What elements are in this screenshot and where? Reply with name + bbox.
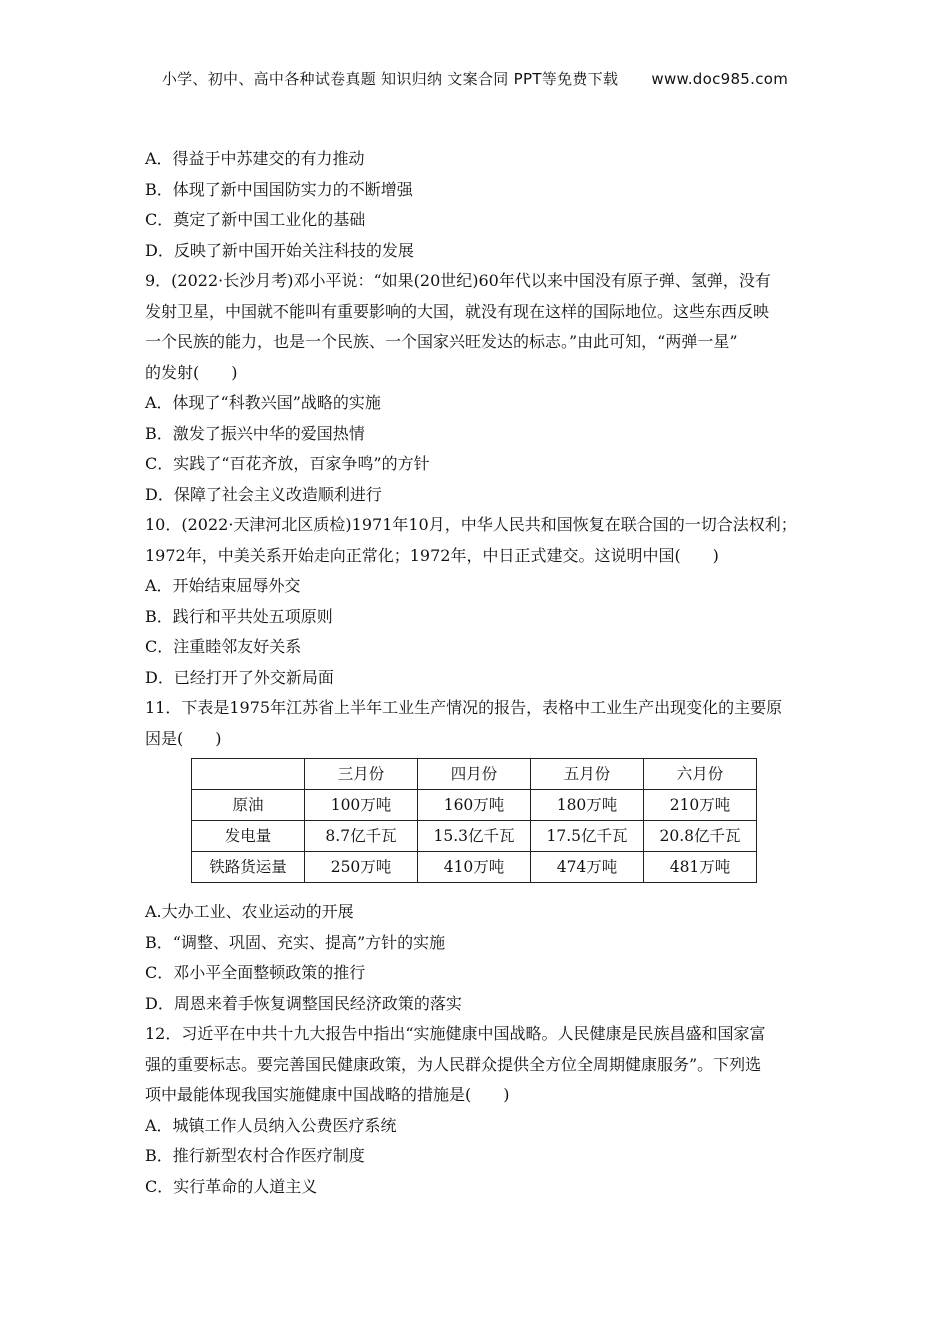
q11-option-d: D．周恩来着手恢复调整国民经济政策的落实	[145, 993, 462, 1013]
question-9	[145, 266, 815, 510]
q8-option-b: B．体现了新中国国防实力的不断增强	[145, 179, 413, 199]
q8-option-c: C．奠定了新中国工业化的基础	[145, 210, 366, 229]
table-cell: 180万吨	[531, 790, 644, 821]
page-header	[0, 68, 950, 89]
table-cell: 17.5亿千瓦	[531, 821, 644, 852]
header-site: www.doc985.com	[651, 70, 789, 88]
q9-stem-line: 一个民族的能力，也是一个民族、一个国家兴旺发达的标志。”由此可知，“两弹一星”	[145, 332, 738, 351]
q10-option-d: D．已经打开了外交新局面	[145, 667, 334, 687]
table-header-row	[192, 759, 757, 790]
q9-option-c: C．实践了“百花齐放，百家争鸣”的方针	[145, 454, 430, 473]
q11-option-c: C．邓小平全面整顿政策的推行	[145, 963, 366, 982]
question-10	[145, 510, 815, 693]
q12-stem-line: 项中最能体现我国实施健康中国战略的措施是( )	[145, 1085, 510, 1104]
q11-stem-line: 11．下表是1975年江苏省上半年工业生产情况的报告，表格中工业生产出现变化的主要原	[145, 698, 783, 717]
q11-stem-line: 因是( )	[145, 728, 222, 748]
table-header-cell: 四月份	[418, 759, 531, 790]
q8-option-a: A．得益于中苏建交的有力推动	[145, 149, 365, 168]
table-header-cell: 三月份	[305, 759, 418, 790]
header-text: 小学、初中、高中各种试卷真题 知识归纳 文案合同 PPT等免费下载	[161, 70, 619, 88]
q10-option-a: A．开始结束屈辱外交	[145, 576, 301, 595]
table-row	[192, 852, 757, 883]
table-cell: 100万吨	[305, 790, 418, 821]
q11-option-b: B．“调整、巩固、充实、提高”方针的实施	[145, 932, 446, 952]
question-8	[145, 144, 815, 266]
document-body	[145, 144, 815, 1202]
question-12	[145, 1019, 815, 1202]
table-cell: 8.7亿千瓦	[305, 821, 418, 852]
q9-stem-line: 的发射( )	[145, 362, 238, 382]
q9-option-a: A．体现了“科教兴国”战略的实施	[145, 393, 381, 412]
table-header-cell: 五月份	[531, 759, 644, 790]
q12-option-c: C．实行革命的人道主义	[145, 1176, 318, 1196]
table-cell: 410万吨	[418, 852, 531, 883]
table-cell: 210万吨	[644, 790, 757, 821]
q10-option-c: C．注重睦邻友好关系	[145, 637, 302, 656]
table-cell: 15.3亿千瓦	[418, 821, 531, 852]
table-header-cell	[192, 759, 305, 790]
table-cell: 发电量	[192, 821, 305, 852]
q9-option-d: D．保障了社会主义改造顺利进行	[145, 484, 382, 504]
q12-option-a: A．城镇工作人员纳入公费医疗系统	[145, 1115, 397, 1135]
q12-stem-line: 12．习近平在中共十九大报告中指出“实施健康中国战略。人民健康是民族昌盛和国家富	[145, 1024, 766, 1043]
table-cell: 481万吨	[644, 852, 757, 883]
table-row	[192, 821, 757, 852]
table-header-cell: 六月份	[644, 759, 757, 790]
table-cell: 160万吨	[418, 790, 531, 821]
table-row	[192, 790, 757, 821]
q11-option-a: A.大办工业、农业运动的开展	[145, 902, 354, 921]
q12-stem-line: 强的重要标志。要完善国民健康政策，为人民群众提供全方位全周期健康服务”。下列选	[145, 1054, 762, 1074]
q10-stem-line: 10．(2022·天津河北区质检)1971年10月，中华人民共和国恢复在联合国的一切合法权利；	[145, 515, 797, 534]
q9-option-b: B．激发了振兴中华的爱国热情	[145, 423, 365, 443]
table-cell: 474万吨	[531, 852, 644, 883]
q12-option-b: B．推行新型农村合作医疗制度	[145, 1146, 365, 1165]
q9-stem-line: 发射卫星，中国就不能叫有重要影响的大国，就没有现在这样的国际地位。这些东西反映	[145, 301, 770, 321]
q8-option-d: D．反映了新中国开始关注科技的发展	[145, 240, 414, 260]
q9-stem-line: 9．(2022·长沙月考)邓小平说：“如果(20世纪)60年代以来中国没有原子弹、氢弹，没有	[145, 271, 771, 290]
table-cell: 原油	[192, 790, 305, 821]
q10-option-b: B．践行和平共处五项原则	[145, 606, 333, 626]
table-cell: 250万吨	[305, 852, 418, 883]
table-cell: 20.8亿千瓦	[644, 821, 757, 852]
q10-stem-line: 1972年，中美关系开始走向正常化；1972年，中日正式建交。这说明中国( )	[145, 545, 719, 565]
industrial-production-table	[191, 758, 757, 883]
question-11	[145, 693, 815, 1019]
table-cell: 铁路货运量	[192, 852, 305, 883]
